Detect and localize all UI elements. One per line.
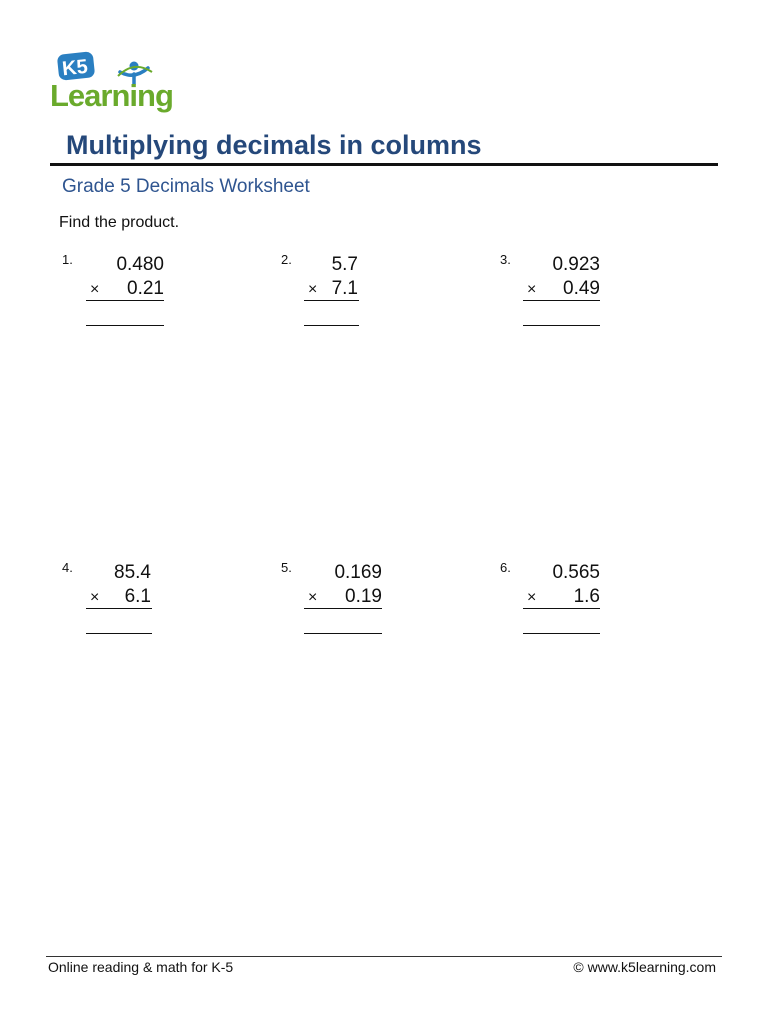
answer-line[interactable] — [86, 633, 152, 634]
multiplicand: 0.923 — [552, 254, 600, 275]
problem-number: 3. — [500, 252, 511, 267]
multiply-sign: × — [90, 589, 100, 606]
problem-number: 1. — [62, 252, 73, 267]
problem-number: 6. — [500, 560, 511, 575]
multiplier: 7.1 — [331, 278, 358, 299]
operand-line — [304, 608, 382, 609]
svg-text:Learning: Learning — [50, 78, 173, 113]
footer-tagline: Online reading & math for K-5 — [48, 959, 234, 975]
problem-6 — [500, 560, 630, 640]
problem-number: 5. — [281, 560, 292, 575]
multiplier: 0.21 — [127, 278, 164, 299]
answer-line[interactable] — [523, 633, 600, 634]
multiplicand: 5.7 — [331, 254, 358, 275]
multiply-sign: × — [308, 281, 318, 298]
multiply-sign: × — [527, 589, 537, 606]
title-underline — [50, 163, 718, 166]
operand-line — [523, 608, 600, 609]
problem-2 — [281, 252, 411, 332]
multiply-sign: × — [527, 281, 537, 298]
multiplier: 6.1 — [124, 586, 151, 607]
operand-line — [86, 608, 152, 609]
problem-3 — [500, 252, 630, 332]
answer-line[interactable] — [304, 633, 382, 634]
multiplicand: 85.4 — [114, 562, 151, 583]
operand-line — [523, 300, 600, 301]
multiply-sign: × — [308, 589, 318, 606]
footer-divider — [46, 956, 722, 957]
multiply-sign: × — [90, 281, 100, 298]
footer-website[interactable]: © www.k5learning.com — [573, 959, 716, 975]
worksheet-title: Multiplying decimals in columns — [66, 130, 482, 160]
answer-line[interactable] — [523, 325, 600, 326]
multiplier: 0.49 — [563, 278, 600, 299]
problem-number: 4. — [62, 560, 73, 575]
multiplier: 1.6 — [573, 586, 600, 607]
problem-4 — [62, 560, 192, 640]
svg-text:K5: K5 — [61, 55, 89, 81]
answer-line[interactable] — [86, 325, 164, 326]
operand-line — [304, 300, 359, 301]
problem-5 — [281, 560, 411, 640]
answer-line[interactable] — [304, 325, 359, 326]
multiplicand: 0.169 — [334, 562, 382, 583]
problem-1 — [62, 252, 192, 332]
instructions: Find the product. — [59, 214, 180, 231]
k5-learning-logo — [48, 50, 188, 114]
multiplicand: 0.480 — [116, 254, 164, 275]
problem-number: 2. — [281, 252, 292, 267]
multiplicand: 0.565 — [552, 562, 600, 583]
worksheet-subtitle: Grade 5 Decimals Worksheet — [62, 176, 310, 197]
multiplier: 0.19 — [345, 586, 382, 607]
operand-line — [86, 300, 164, 301]
